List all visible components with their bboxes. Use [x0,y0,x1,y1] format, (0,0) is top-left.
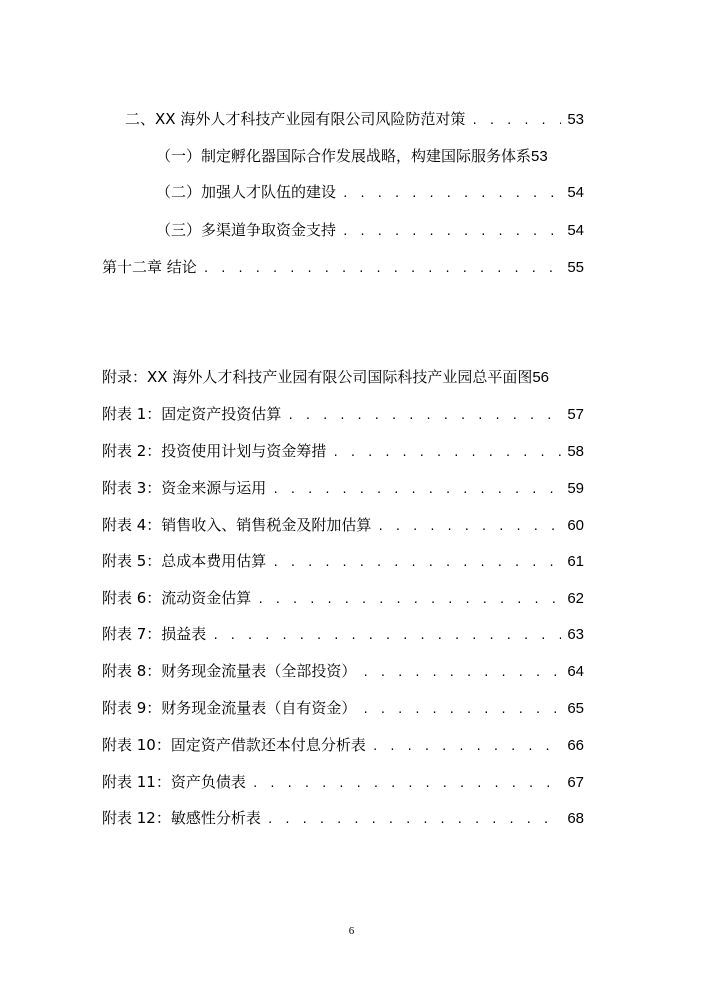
toc-entry[interactable] [102,733,584,757]
toc-entry-page: 64 [567,663,584,680]
toc-entry-title: 附表 8：财务现金流量表（全部投资） [102,662,357,680]
toc-entry-page: 61 [567,553,584,570]
toc-entry[interactable] [102,806,584,830]
toc-dot-leader [377,515,561,539]
toc-entry[interactable] [102,255,584,279]
toc-entry-page: 54 [567,184,584,201]
toc-dot-leader [332,441,561,465]
toc-dot-leader [212,624,561,648]
toc-entry-page: 66 [567,737,584,754]
toc-entry-title: 附表 6：流动资金估算 [102,589,252,607]
toc-dot-leader [203,257,562,281]
toc-entry-title: 附录：XX 海外人才科技产业园有限公司国际科技产业园总平面图 [102,368,533,386]
toc-entry-page: 53 [531,148,548,165]
toc-dot-leader [252,772,561,796]
toc-dot-leader [372,735,561,759]
toc-dot-leader [267,808,561,832]
toc-dot-leader [342,220,561,244]
toc-dot-leader [362,661,561,685]
toc-entry[interactable] [156,218,584,242]
toc-entry-page: 62 [567,590,584,607]
toc-entry-title: 附表 10：固定资产借款还本付息分析表 [102,736,366,754]
toc-entry[interactable] [102,549,584,573]
toc-entry-page: 60 [567,517,584,534]
toc-entry-title: 附表 7：损益表 [102,625,207,643]
toc-entry-title: （二）加强人才队伍的建设 [156,183,337,201]
toc-dot-leader [287,404,561,428]
toc-entry[interactable] [102,770,584,794]
toc-entry[interactable] [125,107,584,131]
toc-entry-page: 55 [567,259,584,276]
toc-entry-title: 第十二章 结论 [102,258,197,276]
toc-entry-page: 68 [567,810,584,827]
toc-entry-title: 附表 12：敏感性分析表 [102,809,261,827]
toc-entry[interactable] [102,659,584,683]
toc-dot-leader [272,478,561,502]
toc-entry[interactable] [102,365,584,389]
toc-dot-leader [342,182,561,206]
toc-entry-page: 57 [567,406,584,423]
toc-dot-leader [362,698,561,722]
toc-entry-title: （一）制定孵化器国际合作发展战略，构建国际服务体系 [156,147,532,165]
toc-entry[interactable] [102,622,584,646]
toc-entry-page: 53 [567,111,584,128]
toc-entry-title: 附表 2：投资使用计划与资金筹措 [102,442,327,460]
toc-entry[interactable] [102,696,584,720]
toc-entry-title: 附表 1：固定资产投资估算 [102,405,282,423]
toc-entry[interactable] [102,586,584,610]
toc-entry-title: （三）多渠道争取资金支持 [156,221,337,239]
toc-dot-leader [471,109,561,133]
toc-entry-title: 附表 5：总成本费用估算 [102,552,267,570]
toc-entry-page: 56 [532,369,550,386]
toc-entry-title: 附表 3：资金来源与运用 [102,479,267,497]
toc-dot-leader [257,588,561,612]
toc-entry[interactable] [156,180,584,204]
toc-entry[interactable] [102,402,584,426]
page-number: 6 [348,925,355,937]
toc-entry-page: 59 [567,480,584,497]
toc-entry-title: 附表 11：资产负债表 [102,773,246,791]
toc-entry-page: 58 [567,443,584,460]
toc-entry-page: 54 [567,222,584,239]
toc-entry[interactable] [156,144,584,168]
toc-entry[interactable] [102,439,584,463]
toc-entry[interactable] [102,476,584,500]
toc-entry-page: 67 [567,774,584,791]
toc-entry-title: 二、XX 海外人才科技产业园有限公司风险防范对策 [125,110,466,128]
toc-entry-title: 附表 4：销售收入、销售税金及附加估算 [102,516,372,534]
toc-entry-page: 63 [567,626,584,643]
toc-entry[interactable] [102,513,584,537]
toc-entry-title: 附表 9：财务现金流量表（自有资金） [102,699,357,717]
toc-dot-leader [272,551,561,575]
toc-entry-page: 65 [567,700,584,717]
